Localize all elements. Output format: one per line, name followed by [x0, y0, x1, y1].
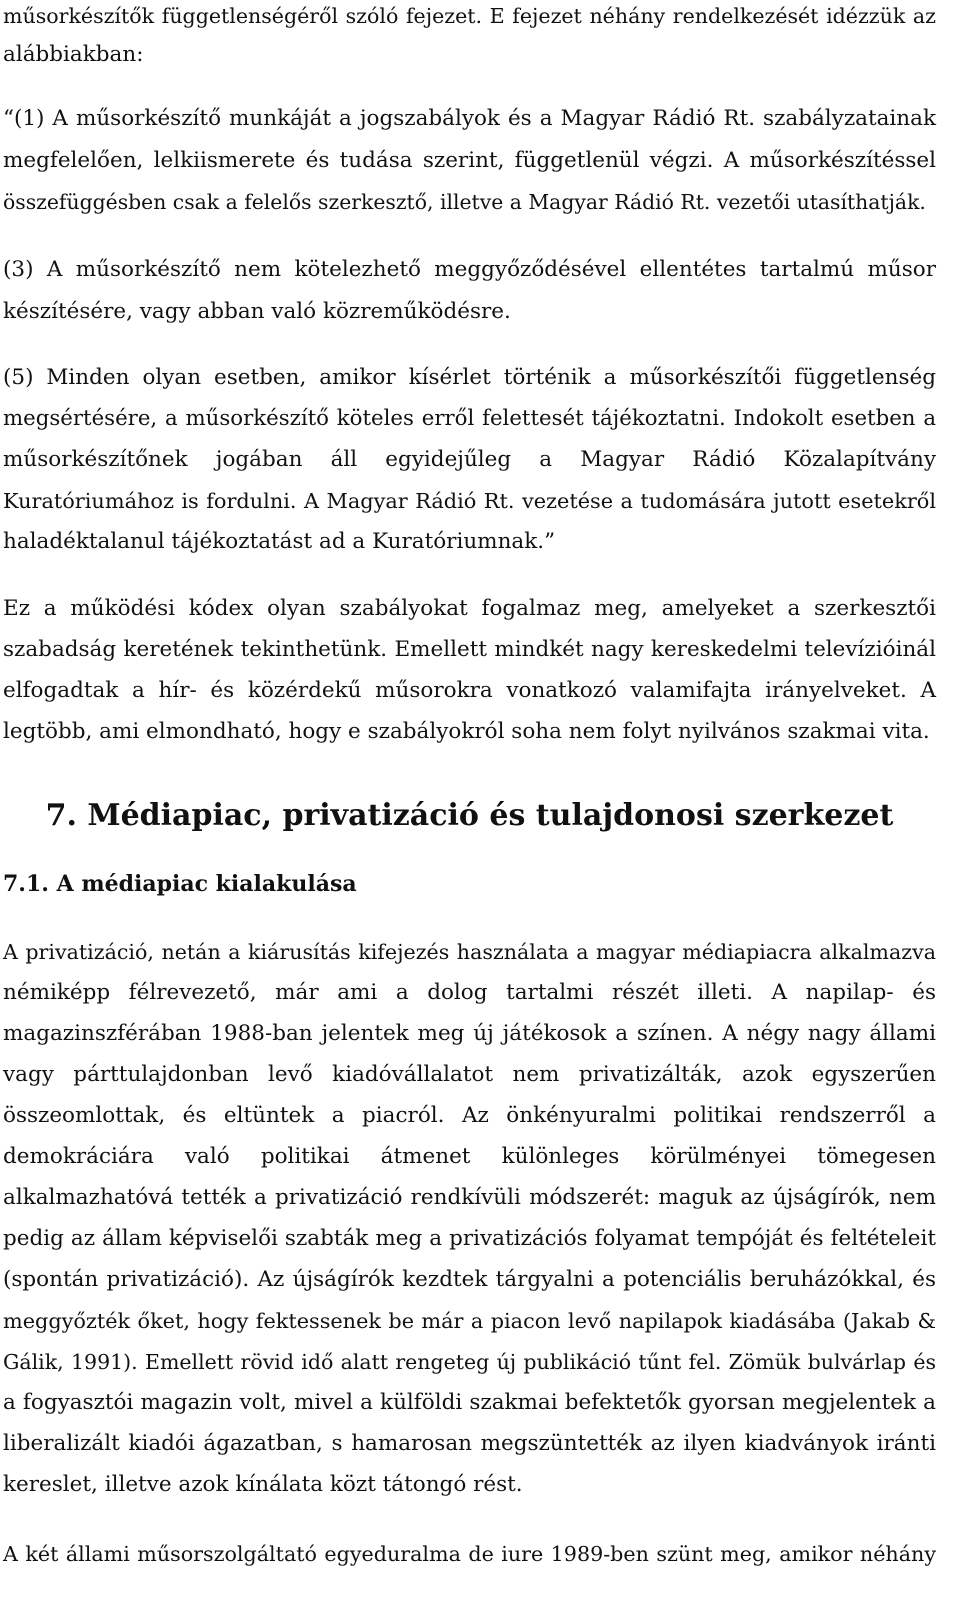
section-heading: 7.1. A médiapiac kialakulása [3, 871, 357, 897]
paragraph-line: Gálik, 1991). Emellett rövid idő alatt rengeteg új publikáció tűnt fel. Zömük bulvárlap és [3, 1350, 936, 1374]
paragraph-line: magazinszférában 1988-ban jelentek meg új játékosok a színen. A négy nagy állami [3, 1021, 936, 1046]
quote-line: “(1) A műsorkészítő munkáját a jogszabályok és a Magyar Rádió Rt. szabályzatainak [3, 106, 936, 131]
paragraph-line: némiképp félrevezető, már ami a dolog tartalmi részét illeti. A napilap- és [3, 980, 936, 1005]
paragraph-line: szabadság keretének tekinthetünk. Emellett mindkét nagy kereskedelmi televízióinál [3, 637, 936, 662]
paragraph-line: műsorkészítők függetlenségéről szóló fejezet. E fejezet néhány rendelkezését idézzük az [3, 4, 936, 28]
quote-line: (3) A műsorkészítő nem kötelezhető meggyőződésével ellentétes tartalmú műsor [3, 257, 936, 282]
paragraph-line: meggyőzték őket, hogy fektessenek be már a piacon levő napilapok kiadásába (Jakab & [3, 1309, 936, 1333]
paragraph-line: összeomlottak, és eltüntek a piacról. Az önkényuralmi politikai rendszerről a [3, 1103, 936, 1128]
paragraph-line: elfogadtak a hír- és közérdekű műsorokra vonatkozó valamifajta irányelveket. A [3, 678, 936, 703]
paragraph-line: legtöbb, ami elmondható, hogy e szabályokról soha nem folyt nyilvános szakmai vita. [3, 719, 930, 744]
quote-line: haladéktalanul tájékoztatást ad a Kuratóriumnak.” [3, 529, 556, 554]
quote-line: megfelelően, lelkiismerete és tudása szerint, függetlenül végzi. A műsorkészítéssel [3, 148, 936, 173]
paragraph-line: alkalmazhatóvá tették a privatizáció rendkívüli módszerét: maguk az újságírók, nem [3, 1185, 936, 1210]
quote-line: (5) Minden olyan esetben, amikor kísérlet történik a műsorkészítői függetlenség [3, 365, 936, 390]
paragraph-line: (spontán privatizáció). Az újságírók kezdtek tárgyalni a potenciális beruházókkal, és [3, 1267, 936, 1292]
quote-line: megsértésére, a műsorkészítő köteles erről felettesét tájékoztatni. Indokolt esetben a [3, 406, 936, 431]
quote-line: Kuratóriumához is fordulni. A Magyar Rádió Rt. vezetése a tudomására jutott esetekről [3, 489, 936, 513]
paragraph-line: demokráciára való politikai átmenet különleges körülményei tömegesen [3, 1144, 936, 1169]
paragraph-line: A privatizáció, netán a kiárusítás kifejezés használata a magyar médiapiacra alkalmazva [3, 940, 936, 964]
paragraph-line: A két állami műsorszolgáltató egyeduralma de iure 1989-ben szünt meg, amikor néhány [3, 1542, 936, 1566]
paragraph-line: kereslet, illetve azok kínálata közt tátongó rést. [3, 1472, 523, 1497]
paragraph-line: liberalizált kiadói ágazatban, s hamarosan megszüntették az ilyen kiadványok iránti [3, 1431, 936, 1456]
paragraph-line: alábbiakban: [3, 42, 144, 67]
paragraph-line: vagy párttulajdonban levő kiadóvállalatot nem privatizálták, azok egyszerűen [3, 1062, 936, 1087]
paragraph-line: pedig az állam képviselői szabták meg a privatizációs folyamat tempóját és feltételeit [3, 1226, 936, 1251]
quote-line: összefüggésben csak a felelős szerkesztő, illetve a Magyar Rádió Rt. vezetői utasíthatják. [3, 190, 926, 214]
paragraph-line: Ez a működési kódex olyan szabályokat fogalmaz meg, amelyeket a szerkesztői [3, 596, 936, 621]
paragraph-line: a fogyasztói magazin volt, mivel a külföldi szakmai befektetők gyorsan megjelentek a [3, 1390, 936, 1415]
quote-line: műsorkészítőnek jogában áll egyidejűleg a Magyar Rádió Közalapítvány [3, 447, 936, 472]
quote-line: készítésére, vagy abban való közreműködésre. [3, 299, 511, 324]
chapter-heading: 7. Médiapiac, privatizáció és tulajdonosi szerkezet [45, 798, 894, 833]
